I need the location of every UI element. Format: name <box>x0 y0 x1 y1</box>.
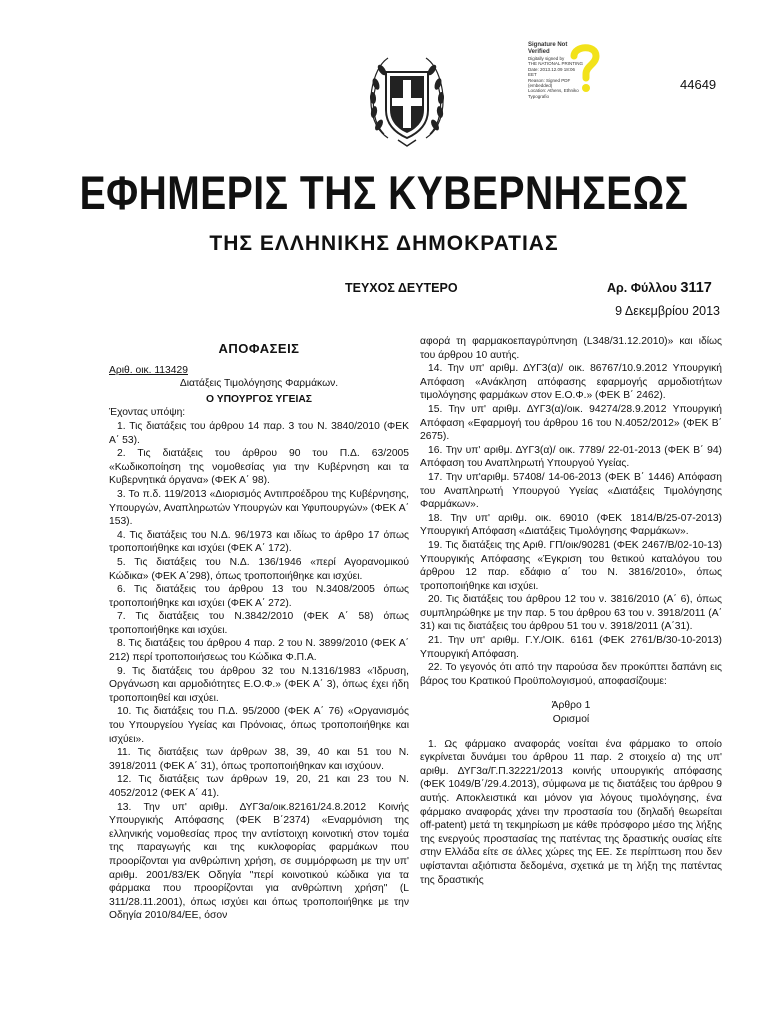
preamble-item: 19. Τις διατάξεις της Αριθ. ΓΠ/οικ/90281 (ΦΕΚ 2467/Β/02-10-13) Υπουργικής Απόφασης «Έγκριση του θετικού καταλόγου του άρθρου 12 παρ. εδάφιο α΄ του Ν. 3816/2010», όπως τροποποιήθηκε και ισχύει. <box>420 539 722 592</box>
preamble-item: 16. Την υπ' αριθμ. ΔΥΓ3(α)/ οικ. 7789/ 22-01-2013 (ΦΕΚ Β΄ 94) Απόφαση του Αναπληρωτή Υπουργού Υγείας. <box>420 444 722 470</box>
preamble-item: 10. Τις διατάξεις του Π.Δ. 95/2000 (ΦΕΚ Α΄ 76) «Οργανισμός του Υπουργείου Υγείας και Πρόνοιας, όπως τροποποιήθηκε και ισχύει». <box>109 706 409 745</box>
preamble-item: 17. Την υπ'αριθμ. 57408/ 14-06-2013 (ΦΕΚ Β΄ 1446) Απόφαση του Αναπληρωτή Υπουργού Υγείας «Διατάξεις Τιμολόγησης Φαρμάκων». <box>420 471 722 511</box>
preamble-item: 21. Την υπ' αριθμ. Γ.Υ./ΟΙΚ. 6161 (ΦΕΚ 2761/Β/30-10-2013) Υπουργική Απόφαση. <box>420 635 722 660</box>
sheet-label: Αρ. Φύλλου <box>607 281 677 295</box>
coat-of-arms-emblem <box>368 50 446 152</box>
signature-detail: Date: 2013.12.09 18:06 <box>528 66 576 72</box>
preamble-item: 4. Τις διατάξεις του Ν.Δ. 96/1973 και ιδίως το άρθρο 17 όπως τροποποιήθηκε και ισχύει (ΦΕΚ Α΄ 172). <box>109 529 409 555</box>
signature-detail: Typografio <box>528 93 550 99</box>
preamble-item: 2. Τις διατάξεις του άρθρου 90 του Π.Δ. 63/2005 «Κωδικοποίηση της νομοθεσίας για την Κυβέρνηση και τα Κυβερνητικά όργανα» (ΦΕΚ Α΄ 98). <box>109 448 409 487</box>
issue-date: 9 Δεκεμβρίου 2013 <box>615 304 720 318</box>
preamble-item: 13. Την υπ' αριθμ. ΔΥΓ3α/οικ.82161/24.8.2012 Κοινής Υπουργικής Απόφασης (ΦΕΚ Β΄2374) «Εναρμόνιση της ελληνικής νομοθεσίας προς την αντίστοιχη κοινοτική στον τομέα της παραγωγής και της κυκλοφορίας φαρμάκων που προορίζονται για ανθρώπινη χρήση, σε συμμόρφωση με την υπ' αριθμ. 2001/83/ΕΚ Οδηγία "περί κοινοτικού κώδικα για τα φάρμακα που προορίζονται για ανθρώπινη χρήση" (L 311/28.11.2001), όπως ισχύει και όπως τροποποιήθηκε με την Οδηγία 2010/84/ΕΕ, όσον <box>109 801 409 922</box>
sheet-value: 3117 <box>680 280 712 296</box>
preamble-item: 6. Τις διατάξεις του άρθρου 13 του Ν.3408/2005 όπως τροποποιήθηκε και ισχύει (ΦΕΚ Α΄ 272). <box>109 584 409 609</box>
preamble-item: 8. Τις διατάξεις του άρθρου 4 παρ. 2 του Ν. 3899/2010 (ΦΕΚ Α΄ 212) περί τροποποιήσεως του Κώδικα Φ.Π.Α. <box>109 638 409 664</box>
signature-detail: THE NATIONAL PRINTING <box>528 61 584 67</box>
signature-detail: Location: Athens, Ethniko <box>528 88 579 94</box>
preamble-item: 18. Την υπ' αριθμ. οικ. 69010 (ΦΕΚ 1814/Β/25-07-2013) Υπουργική Απόφαση «Διατάξεις Τιμολόγησης Φαρμάκων». <box>420 512 722 538</box>
left-text-column <box>109 342 409 923</box>
gazette-subtitle: ΤΗΣ ΕΛΛΗΝΙΚΗΣ ΔΗΜΟΚΡΑΤΙΑΣ <box>209 232 559 255</box>
issue-series: ΤΕΥΧΟΣ ΔΕΥΤΕΡΟ <box>345 281 458 295</box>
page-number: 44649 <box>680 77 717 92</box>
article-paragraph: 1. Ως φάρμακο αναφοράς νοείται ένα φάρμακο το οποίο εγκρίνεται δυνάμει του άρθρου 11 παρ. 2 στοιχείο α) της υπ' αριθμ. ΔΥΓ3α/Γ.Π.32221/2013 κοινής υπουργικής απόφασης (ΦΕΚ 1049/Β΄/29.4.2013), σύμφωνα με τις διατάξεις του άρθρου 9 αυτής. Αποκλειστικά και μόνον για λόγους τιμολόγησης, ένα φάρμακο αναφοράς χάνει την προστασία του (δηλαδή θεωρείται off-patent) μετά τη τεκμηρίωση με κάθε πρόσφορο μέσο της λήξης της ενεργούς προστασίας της πατέντας της δραστικής ουσίας είτε στην Ελλάδα είτε σε άλλες χώρες της ΕΕ. Σε περίπτωση που δεν υφίστανται αξιόπιστα δεδομένα, σχετικά με τη λήξη της πατέντας της δραστικής <box>420 738 722 886</box>
signature-detail: Reason: Signed PDF <box>528 77 571 83</box>
signature-status-line1: Signature Not <box>528 42 568 48</box>
right-text-column <box>420 335 722 887</box>
preamble-continuation: αφορά τη φαρμακοεπαγρύπνηση (L348/31.12.2010)» και ιδίως του άρθρου 10 αυτής. <box>420 336 722 361</box>
preamble-item: 3. Το π.δ. 119/2013 «Διορισμός Αντιπροέδρου της Κυβέρνησης, Υπουργών, Αναπληρωτών Υπουργών και Υφυπουργών» (ΦΕΚ Α΄ 153). <box>109 488 409 528</box>
preamble-item: 15. Την υπ' αριθμ. ΔΥΓ3(α)/οικ. 94274/28.9.2012 Υπουργική Απόφαση «Εφαρμογή του άρθρου 16 του Ν.4052/2012» (ΦΕΚ Β΄ 2675). <box>420 403 722 443</box>
preamble-item: 11. Τις διατάξεις των άρθρων 38, 39, 40 και 51 του Ν. 3918/2011 (ΦΕΚ Α΄ 31), όπως τροποποιήθηκαν και ισχύουν. <box>109 747 409 772</box>
signature-detail: EET <box>528 72 537 78</box>
issuing-authority: Ο ΥΠΟΥΡΓΟΣ ΥΓΕΙΑΣ <box>206 393 312 405</box>
preamble-item: 22. Το γεγονός ότι από την παρούσα δεν προκύπτει δαπάνη εις βάρος του Κρατικού Προϋπολογισμού, αποφασίζουμε: <box>420 662 722 687</box>
gazette-title: ΕΦΗΜΕΡΙΣ ΤΗΣ ΚΥΒΕΡΝΗΣΕΩΣ <box>79 168 689 220</box>
preamble-item: 1. Τις διατάξεις του άρθρου 14 παρ. 3 του Ν. 3840/2010 (ΦΕΚ Α΄ 53). <box>109 420 409 446</box>
preamble-item: 20. Τις διατάξεις του άρθρου 12 του ν. 3816/2010 (Α΄ 6), όπως συμπληρώθηκε με την παρ. 5 του άρθρου 63 του ν. 3918/2011 (Α΄ 31) και τις διατάξεις του άρθρου 51 του ν. 3918/2011 (Α΄31). <box>420 594 722 633</box>
signature-detail: (embedded) <box>528 83 553 89</box>
question-mark-icon <box>568 42 602 94</box>
section-heading: ΑΠΟΦΑΣΕΙΣ <box>218 341 300 356</box>
preamble-item: 5. Τις διατάξεις του Ν.Δ. 136/1946 «περί Αγορανομικού Κώδικα» (ΦΕΚ Α΄298), όπως τροποποιήθηκε και ισχύει. <box>109 556 409 582</box>
preamble-item: 12. Τις διατάξεις των άρθρων 19, 20, 21 και 23 του Ν. 4052/2012 (ΦΕΚ Α΄ 41). <box>109 774 409 799</box>
preamble-intro: Έχοντας υπόψη: <box>109 407 186 419</box>
decision-reference: Αριθ. οικ. 113429 <box>109 364 188 376</box>
preamble-item: 14. Την υπ' αριθμ. ΔΥΓ3(α)/ οικ. 86767/10.9.2012 Υπουργική Απόφαση «Ανάκληση απόφασης εφαρμογής αρμοδιοτήτων τιμολόγησης φαρμάκων στον Ε.Ο.Φ.» (ΦΕΚ Β΄ 2462). <box>420 363 722 402</box>
digital-signature-stamp <box>528 42 624 98</box>
preamble-item: 7. Τις διατάξεις του Ν.3842/2010 (ΦΕΚ Α΄ 58) όπως τροποποιήθηκε και ισχύει. <box>109 611 409 636</box>
signature-status-line2: Verified <box>528 49 550 55</box>
signature-detail: Digitally signed by <box>528 56 565 61</box>
article-title: Άρθρο 1 <box>551 700 591 712</box>
sheet-number <box>607 280 712 296</box>
preamble-item: 9. Τις διατάξεις του άρθρου 32 του Ν.1316/1983 «Ίδρυση, Οργάνωση και αρμοδιότητες Ε.Ο.Φ.» (ΦΕΚ Α΄ 3), όπως έχει ήδη τροποποιηθεί και ισχύει. <box>109 665 409 704</box>
article-subtitle: Ορισμοί <box>552 714 590 726</box>
decision-subject: Διατάξεις Τιμολόγησης Φαρμάκων. <box>179 378 339 390</box>
